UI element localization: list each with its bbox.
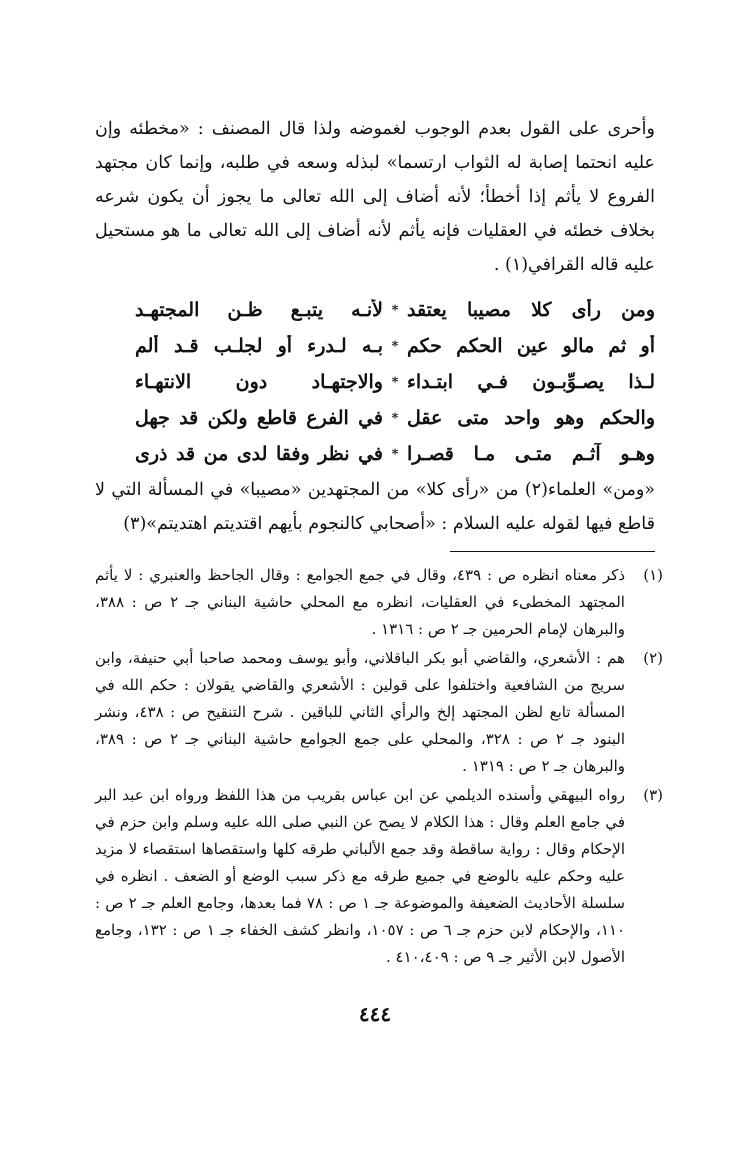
verse-second-hemistich: لأنـه يتبـع ظـن المجتهـد xyxy=(135,299,383,321)
verse-separator-star: * xyxy=(391,446,399,462)
verse-separator-star: * xyxy=(391,338,399,354)
footnote xyxy=(95,645,663,780)
footnote-separator-line xyxy=(450,551,655,552)
poem-verse xyxy=(95,436,655,472)
commentary-paragraph xyxy=(95,473,655,541)
verse-separator-star: * xyxy=(391,410,399,426)
verse-second-hemistich: في الفرع قاطع ولكن قد جهل xyxy=(135,407,383,429)
footnote-text: رواه البيهقي وأسنده الديلمي عن ابن عباس بقريب من هذا اللفظ ورواه ابن عبد البر في جامع العلم وقال : هذا الكلام لا يصح عن النبي صلى الله عليه وسلم وابن حزم في الإحكام وقال : رواية ساقطة وقد جمع الألباني طرقه كلها واستقصاها استقصاء لا مزيد عليه وحكم عليه بالوضع في جميع طرقه مع ذكر سبب الوضع أو الضعف . انظره في سلسلة الأحاديث الضعيفة والموضوعة جـ ١ ص : ٧٨ فما بعدها، وجامع العلم جـ ٢ ص : ١١٠، والإحكام لابن حزم جـ ٦ ص : ١٠٥٧، وانظر كشف الخفاء جـ ١ ص : ١٣٢، وجامع الأصول لابن الأثير جـ ٩ ص : ٤١٠،٤٠٩ . xyxy=(95,786,626,966)
footnote-number: (١) xyxy=(643,566,663,584)
main-paragraph-text: وأحرى على القول بعدم الوجوب لغموضه ولذا قال المصنف : «مخطئه وإن عليه انحتما إصابة له الثواب ارتسما» لبذله وسعه في طلبه، وإنما كان مجتهد الفروع لا يأثم إذا أخطأ؛ لأنه أضاف إلى الله تعالى ما يجوز أن يكون شرعه بخلاف خطئه في العقليات فإنه يأثم لأنه أضاف إلى الله تعالى ما هو مستحيل عليه قاله القرافي(١) . xyxy=(95,119,655,275)
poem-verse xyxy=(95,292,655,328)
verse-second-hemistich: والاجتهـاد دون الانتهـاء xyxy=(135,371,383,393)
poem xyxy=(95,292,655,472)
footnote xyxy=(95,562,663,643)
verse-separator-star: * xyxy=(391,374,399,390)
poem-verse xyxy=(95,328,655,364)
commentary-paragraph-text: «ومن» العلماء(٢) من «رأى كلا» من المجتهدين «مصيبا» في المسألة التي لا قاطع فيها لقوله عليه السلام : «أصحابي كالنجوم بأيهم اقتديتم اهتديتم»(٣) xyxy=(95,480,655,534)
page-number: ٤٤٤ xyxy=(358,1002,392,1026)
verse-second-hemistich: في نظر وفقا لدى من قد ذرى xyxy=(135,443,383,465)
footnote-number: (٢) xyxy=(643,649,663,667)
footnotes xyxy=(95,562,663,973)
verse-separator-star: * xyxy=(391,302,399,318)
verse-second-hemistich: بـه لـدرء أو لجلـب قـد ألم xyxy=(135,335,383,357)
verse-first-hemistich: وهـو آثـم متـى مـا قصـرا xyxy=(407,443,655,465)
footnote xyxy=(95,782,663,971)
footnote-text: ذكر معناه انظره ص : ٤٣٩، وقال في جمع الجوامع : وقال الجاحظ والعنبري : لا يأثم المجتهد المخطىء في العقليات، انظره مع المحلي حاشية البناني جـ ٢ ص : ٣٨٨، والبرهان لإمام الحرمين جـ ٢ ص : ١٣١٦ . xyxy=(95,566,625,638)
verse-first-hemistich: ومن رأى كلا مصيبا يعتقد xyxy=(407,299,655,321)
verse-first-hemistich: لـذا يصـوِّبـون فـي ابتـداء xyxy=(407,371,655,393)
poem-verse xyxy=(95,400,655,436)
verse-first-hemistich: والحكم وهو واحد متى عقل xyxy=(407,407,655,429)
footnote-number: (٣) xyxy=(643,786,663,804)
verse-first-hemistich: أو ثم مالو عين الحكم حكم xyxy=(407,335,655,357)
main-paragraph xyxy=(95,112,655,282)
poem-verse xyxy=(95,364,655,400)
footnote-text: هم : الأشعري، والقاضي أبو بكر الباقلاني، وأبو يوسف ومحمد صاحبا أبي حنيفة، وابن سريج من الشافعية واختلفوا على قولين : الأشعري والقاضي يقولان : حكم الله في المسألة تابع لظن المجتهد إلخ والرأي الثاني للباقين . شرح التنقيح ص : ٤٣٨، ونشر البنود جـ ٢ ص : ٣٢٨، والمحلي على جمع الجوامع حاشية البناني جـ ٢ ص : ٣٨٩، والبرهان جـ ٢ ص : ١٣١٩ . xyxy=(95,649,625,775)
